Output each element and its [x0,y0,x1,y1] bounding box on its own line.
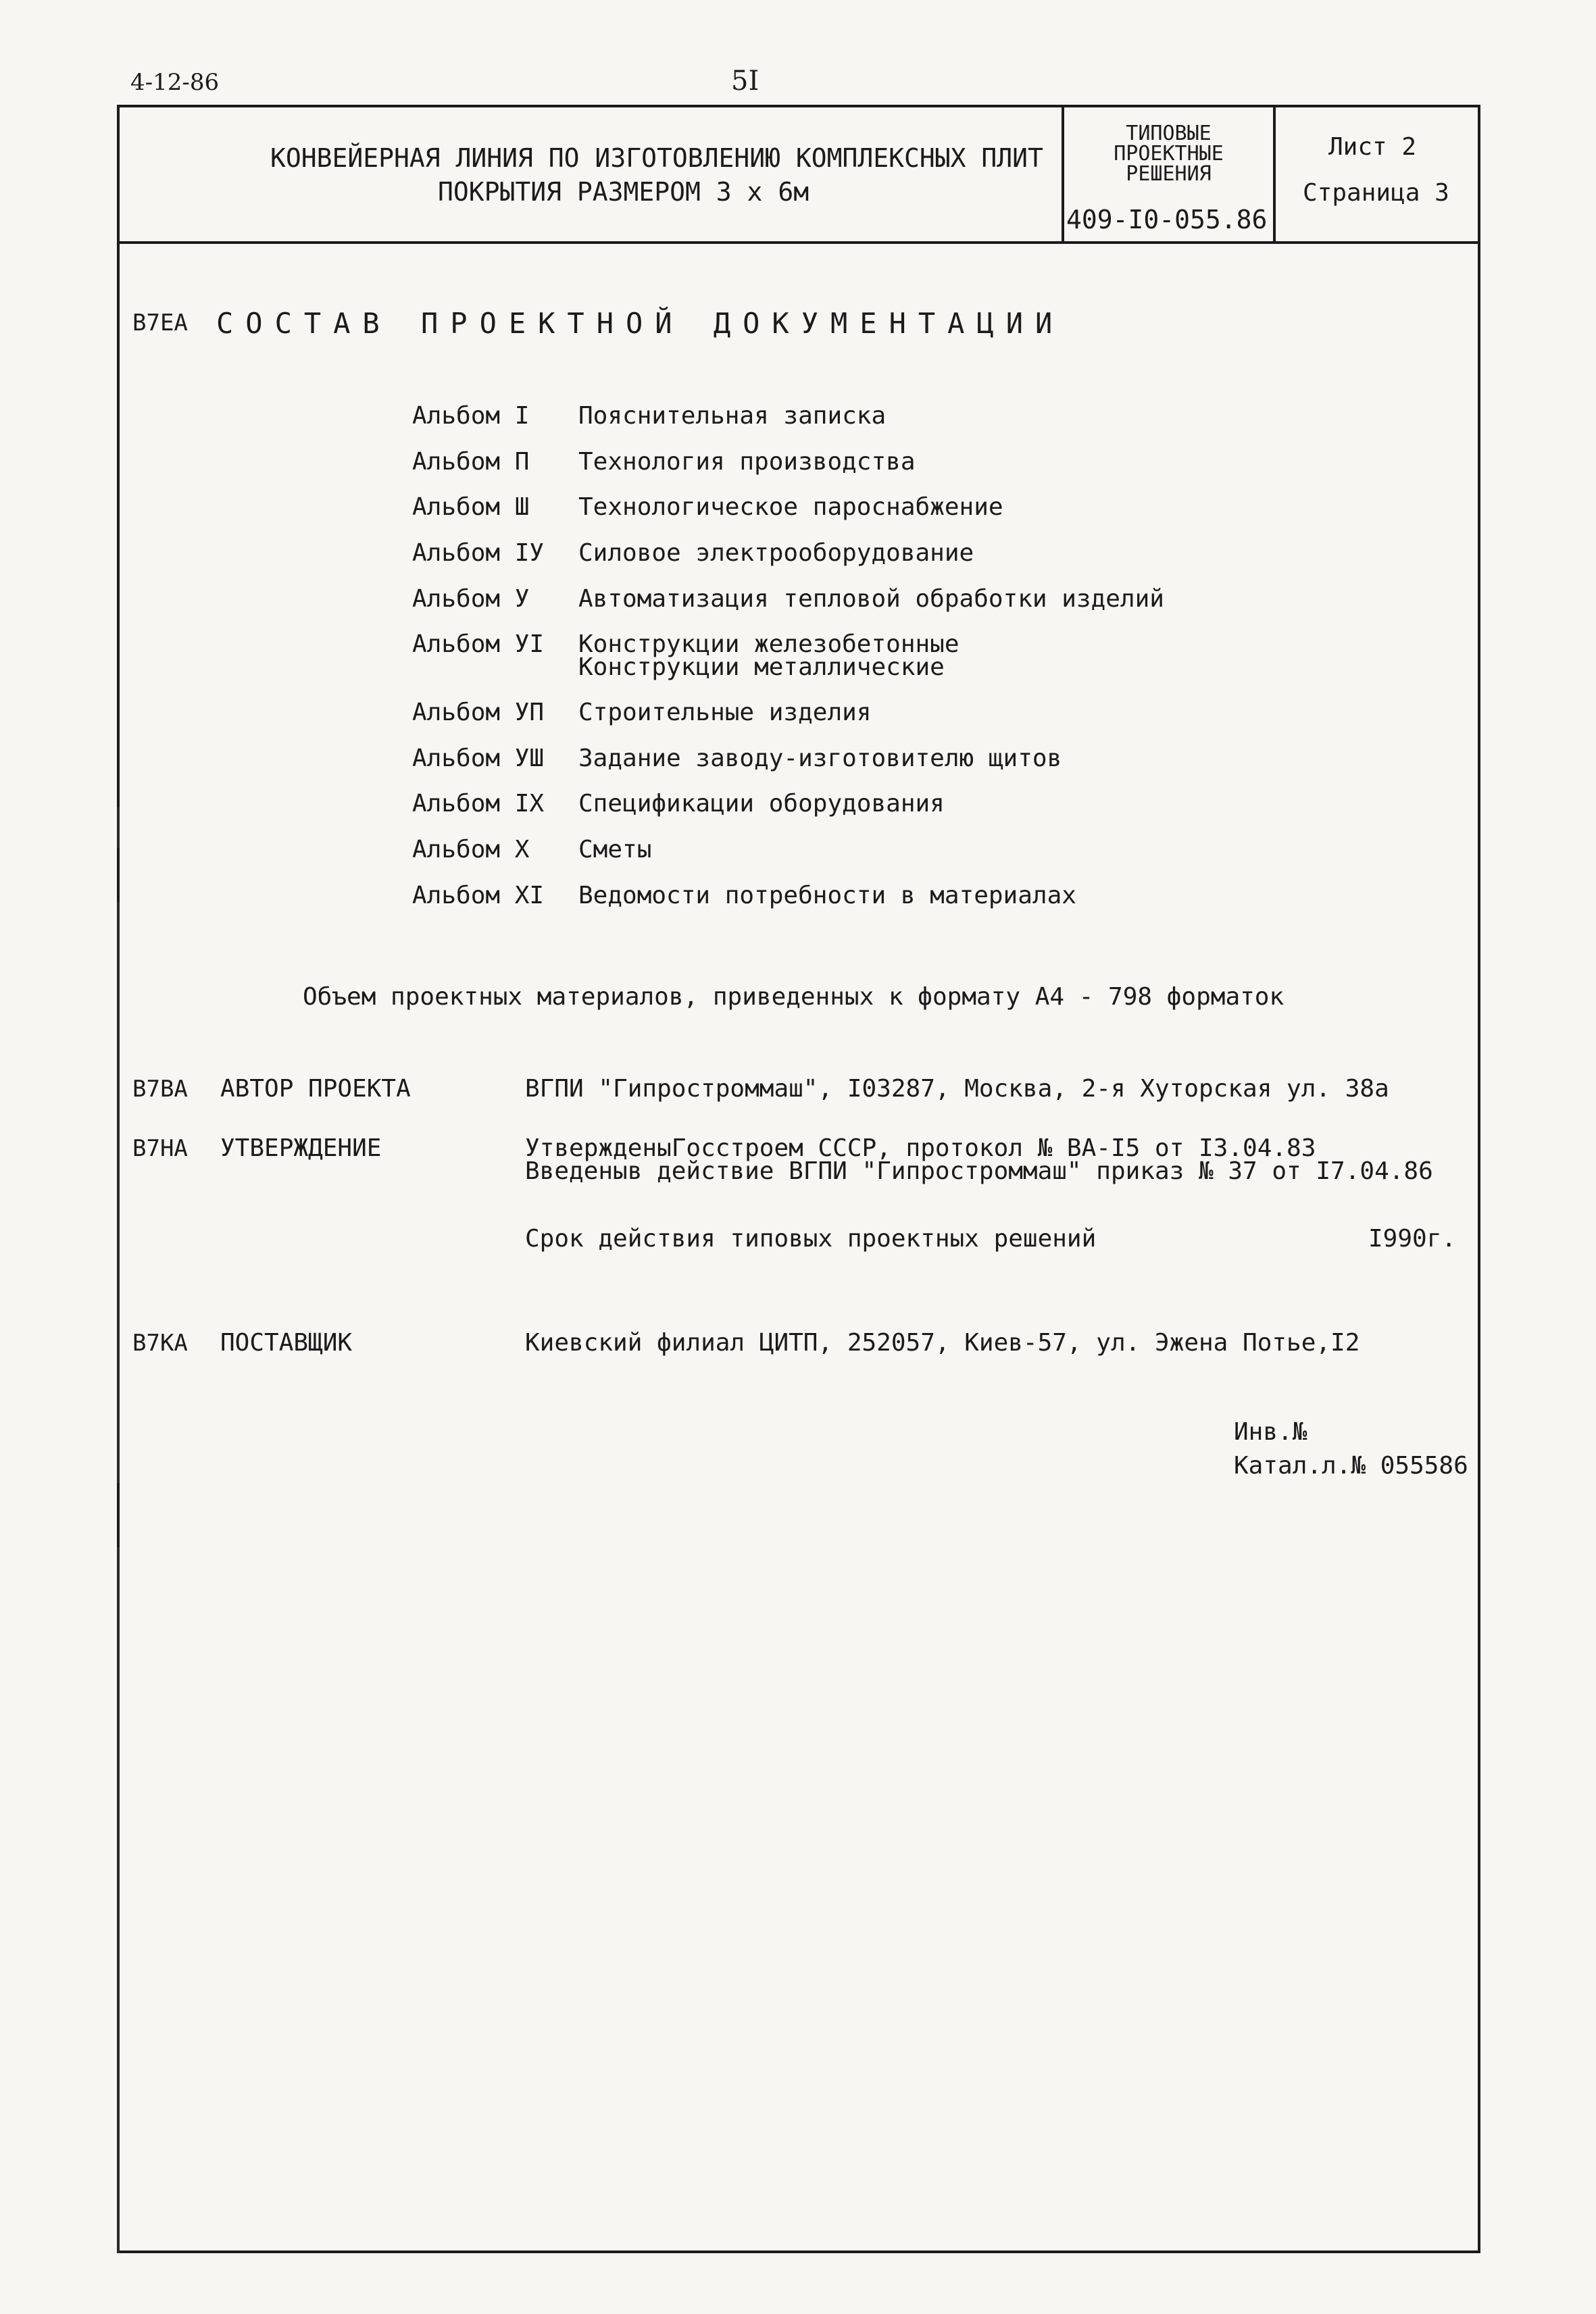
margin-mark [117,902,120,1483]
title-block-divider [117,241,1480,244]
author-label: АВТОР ПРОЕКТА [220,1075,411,1103]
album-label: Альбом УШ [412,745,545,772]
supplier-code: В7КА [132,1330,188,1357]
stamp-code: 409-I0-055.86 [1066,205,1268,234]
album-label: Альбом У [412,585,530,613]
stamp-line3: РЕШЕНИЯ [1126,162,1212,186]
approval-label: УТВЕРЖДЕНИЕ [220,1134,382,1162]
album-label: Альбом УП [412,699,545,726]
album-label: Альбом IX [412,790,545,818]
album-title: Сметы [578,836,652,863]
validity-term-label: Срок действия типовых проектных решений [525,1225,1097,1253]
supplier-text: Киевский филиал ЦИТП, 252057, Киев-57, ул. Эжена Потье,I2 [525,1329,1360,1357]
approval-code: В7НА [132,1135,188,1162]
composition-heading: СОСТАВ ПРОЕКТНОЙ ДОКУМЕНТАЦИИ [216,307,1065,340]
album-title: Технологическое пароснабжение [578,493,1003,521]
page-number: 5I [731,66,759,97]
album-label: Альбом П [412,448,530,476]
document-title-line1: КОНВЕЙЕРНАЯ ЛИНИЯ ПО ИЗГОТОВЛЕНИЮ КОМПЛЕКСНЫХ ПЛИТ [270,143,1043,173]
sheet-number: Лист 2 [1328,133,1417,161]
album-title: Спецификации оборудования [578,790,945,818]
approval-line2: Введеныв действие ВГПИ "Гипростроммаш" приказ № 37 от I7.04.86 [525,1157,1433,1185]
catalog-sheet-number: Катал.л.№ 055586 [1234,1452,1468,1480]
validity-term-value: I990г. [1368,1225,1457,1253]
album-title: Автоматизация тепловой обработки изделий [578,585,1164,613]
album-title: Строительные изделия [578,699,872,726]
approval-line1: УтвержденыГосстроем СССР, протокол № ВА-I5 от I3.04.83 [525,1134,1316,1162]
album-label: Альбом IУ [412,539,545,567]
composition-code: В7ЕА [132,309,188,336]
document-code-top: 4-12-86 [130,69,220,96]
album-label: Альбом X [412,836,530,863]
album-title: Конструкции железобетонные [578,630,959,658]
author-text: ВГПИ "Гипростроммаш", I03287, Москва, 2-я Хуторская ул. 38а [525,1075,1389,1103]
album-label: Альбом XI [412,882,545,909]
document-title-line2: ПОКРЫТИЯ РАЗМЕРОМ 3 х 6м [438,177,809,207]
stamp-line1: ТИПОВЫЕ [1126,122,1212,145]
album-label: Альбом Ш [412,493,530,521]
album-title: Технология производства [578,448,916,476]
margin-mark [117,807,120,848]
margin-mark [117,1547,120,2253]
supplier-label: ПОСТАВЩИК [220,1329,353,1357]
album-title: Силовое электрооборудование [578,539,974,567]
album-title-line2: Конструкции металлические [578,653,945,681]
volume-statement: Объем проектных материалов, приведенных к формату А4 - 798 форматок [303,983,1285,1011]
stamp-line2: ПРОЕКТНЫЕ [1114,142,1224,166]
album-label: Альбом I [412,402,530,430]
album-label: Альбом УI [412,630,545,658]
album-title: Ведомости потребности в материалах [578,882,1076,909]
album-title: Задание заводу-изготовителю щитов [578,745,1062,772]
author-code: В7ВА [132,1076,188,1103]
page-label: Страница 3 [1303,179,1449,207]
album-title: Пояснительная записка [578,402,887,430]
title-block-stamp-right-border [1273,105,1276,244]
inventory-number: Инв.№ [1234,1418,1307,1446]
